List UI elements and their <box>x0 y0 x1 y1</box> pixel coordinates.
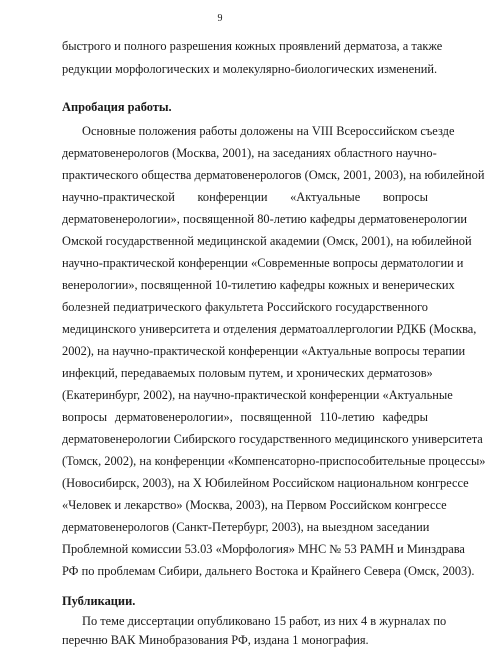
intro-line: редукции морфологических и молекулярно-биологических изменений. <box>62 62 438 76</box>
approbation-line: медицинского университета и отделения дерматоаллергологии РДКБ (Москва, <box>62 322 477 336</box>
approbation-line: научно-практической конференции «Современные вопросы дерматологии и <box>62 256 464 270</box>
approbation-line: «Человек и лекарство» (Москва, 2003), на Первом Российском конгрессе <box>62 498 447 512</box>
publications-heading: Публикации. <box>62 594 136 608</box>
approbation-line: Основные положения работы доложены на VIII Всероссийском съезде <box>82 124 455 138</box>
approbation-line: дерматовенерологов (Москва, 2001), на заседаниях областного научно- <box>62 146 437 160</box>
approbation-line: научно-практической конференции «Актуальные вопросы <box>62 190 428 204</box>
approbation-line: дерматовенерологии Сибирского государственного медицинского университета <box>62 432 483 446</box>
approbation-line: Омской государственной медицинской академии (Омск, 2001), на юбилейной <box>62 234 472 248</box>
publications-line: По теме диссертации опубликовано 15 работ, из них 4 в журналах по <box>82 614 447 628</box>
approbation-heading: Апробация работы. <box>62 100 172 114</box>
intro-line: быстрого и полного разрешения кожных проявлений дерматоза, а также <box>62 39 443 53</box>
approbation-line: практического общества дерматовенерологов (Омск, 2001, 2003), на юбилейной <box>62 168 485 182</box>
approbation-line: РФ по проблемам Сибири, дальнего Востока и Крайнего Севера (Омск, 2003). <box>62 564 475 578</box>
approbation-line: венерологии», посвященной 10-тилетию кафедры кожных и венерических <box>62 278 455 292</box>
approbation-line: дерматовенерологов (Санкт-Петербург, 2003), на выездном заседании <box>62 520 430 534</box>
approbation-line: (Екатеринбург, 2002), на научно-практической конференции «Актуальные <box>62 388 453 402</box>
approbation-line: вопросы дерматовенерологии», посвященной 110-летию кафедры <box>62 410 428 424</box>
approbation-line: Проблемной комиссии 53.03 «Морфология» МНС № 53 РАМН и Минздрава <box>62 542 465 556</box>
approbation-line: (Новосибирск, 2003), на X Юбилейном Российском национальном конгрессе <box>62 476 469 490</box>
publications-line: перечню ВАК Минобразования РФ, издана 1 монография. <box>62 633 369 647</box>
approbation-line: 2002), на научно-практической конференции «Актуальные вопросы терапии <box>62 344 466 358</box>
approbation-line: болезней педиатрического факультета Российского государственного <box>62 300 428 314</box>
page-number: 9 <box>217 13 223 24</box>
approbation-line: дерматовенерологии», посвященной 80-летию кафедры дерматовенерологии <box>62 212 467 226</box>
approbation-line: инфекций, передаваемых половым путем, и хронических дерматозов» <box>62 366 433 380</box>
approbation-line: (Томск, 2002), на конференции «Компенсаторно-приспособительные процессы» <box>62 454 486 468</box>
